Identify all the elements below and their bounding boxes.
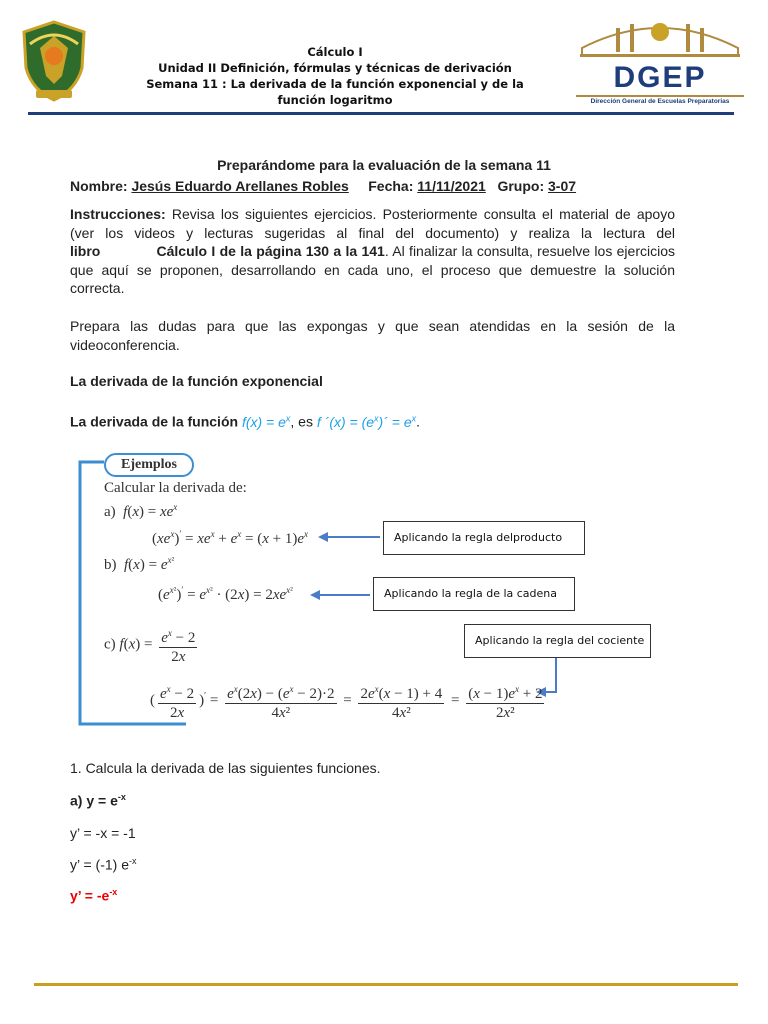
footer-divider [34,983,738,986]
rule-derivative: f ´(x) = (e [316,413,375,430]
group-label: Grupo: [497,178,545,194]
book-label: libro [70,243,101,259]
example-b-solution: $(e^{x^2})' = e^{x^2} \cdot (2x) = 2xe^{x^2}$ [158,585,293,603]
name-label: Nombre: [70,178,128,194]
student-name: Jesús Eduardo Arellanes Robles [131,178,349,194]
section-heading: La derivada de la función exponencial [70,373,323,389]
rule-end: . [416,413,421,430]
examples-pill: Ejemplos [104,453,194,477]
exercise-a-text: a) y = e [70,792,118,809]
course-title: Cálculo I [307,45,363,59]
callout-chain-rule: Aplicando la regla de la cadena [373,577,575,611]
dgep-logo-text: DGEP [613,61,707,94]
dgep-logo-subtitle: Dirección General de Escuelas Preparatorias [576,95,744,105]
exercise-a [70,792,126,809]
derivative-rule: La derivada de la función $f(x) = e^x$, es f ´(x) = $(e^x)´ = e^x$. [70,413,421,430]
example-c-solution: ( $\frac{e^x - 2}{2x}$ )′ = $\frac{e^x(2x) - (e^x - 2)\cdot 2}{\text{4x²}}$ = $\frac{2e^x(x - 1) + 4}{\text{4x²}}$ = $\frac{(x - 1)e^x + 2}{\text{2x²}}$ [150,680,547,722]
questions-paragraph: Prepara las dudas para que las expongas y que sean atendidas en la sesión de la videoconferencia. [70,318,675,353]
rule-function: f(x) = e [241,413,286,430]
callout-quotient-rule: Aplicando la regla del cociente [464,624,651,658]
instructions-label: Instrucciones: [70,206,166,222]
instructions-text: Revisa los siguientes ejercicios. Posteriormente consulta el material de apoyo (ver los videos y lecturas sugeridas al final del documento) y realiza la lectura del [70,206,675,241]
exercise-step-2 [70,856,137,873]
exercise-step-1: y’ = -x = -1 [70,825,136,841]
example-b-function: b) $f(x) = e^{x^2}$ [104,555,175,573]
rule-lead: La derivada de la función [70,413,239,430]
example-a-solution: $(xe^x)' = xe^x + e^x = (x + 1)e^x$ [152,529,309,547]
example-c-function: c) f(x) = $\frac{e^x - 2}{2x}$ [104,624,200,666]
exercise-step-2-text: y’ = (-1) e [70,856,129,873]
example-a-function: a) $f(x) = xe^x$ [104,502,178,520]
date-value: 11/11/2021 [417,178,486,194]
rule-derivative-2: )´ = e [378,413,412,430]
exercise-intro: 1. Calcula la derivada de las siguientes funciones. [70,760,381,776]
exercise-answer-exp: -x [109,887,118,897]
examples-prompt: Calcular la derivada de: [104,480,247,496]
exercise-step-2-exp: -x [129,856,137,866]
week-title: Semana 11 : La derivada de la función exponencial y de la [146,77,524,91]
exercise-a-exp: -x [117,792,126,802]
rule-sep: , es [290,413,313,430]
group-value: 3-07 [548,178,577,194]
callout-product-rule: Aplicando la regla delproducto [383,521,585,555]
book-reference: Cálculo I de la página 130 a la 141 [156,243,385,259]
page-title: Preparándome para la evaluación de la semana 11 [217,157,551,173]
instructions-text-cont: . Al finalizar la consulta, resuelve los ejercicios que aquí se proponen, desarrollando en cada uno, el proceso que demuestre la solución correcta. [70,243,675,296]
date-label: Fecha: [368,178,414,194]
exercise-answer-text: y’ = -e [70,887,110,904]
unit-title: Unidad II Definición, fórmulas y técnicas de derivación [158,61,512,75]
week-title-cont: función logaritmo [277,93,393,107]
exercise-answer [70,887,117,904]
